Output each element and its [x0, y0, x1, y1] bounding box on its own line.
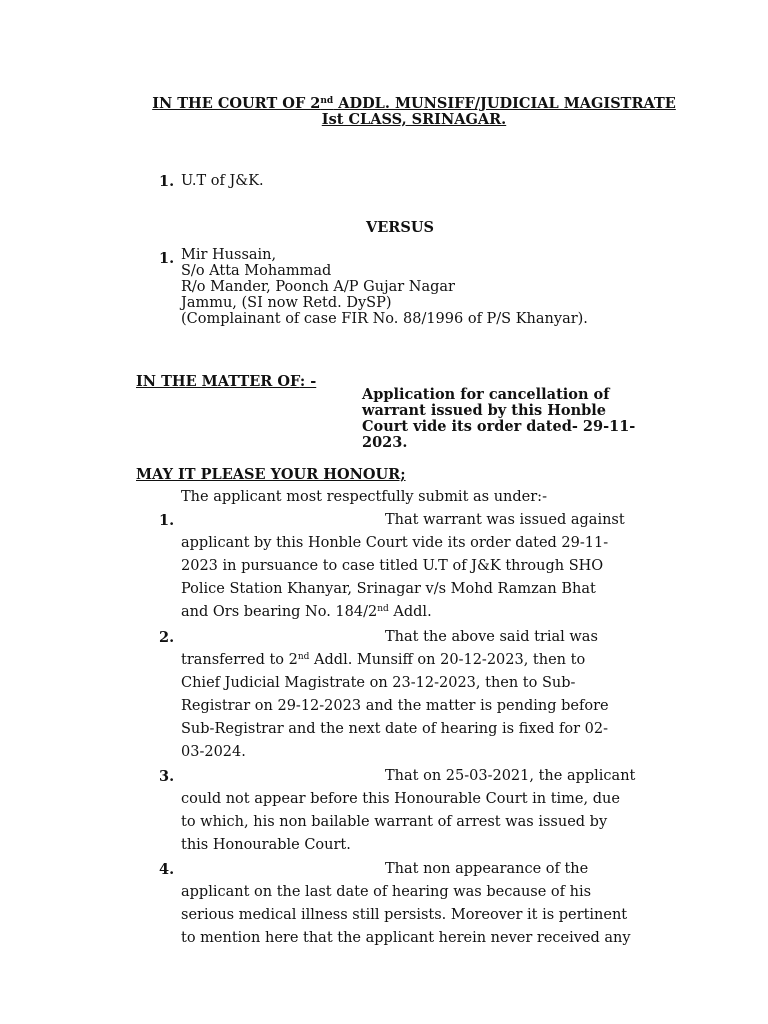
- paragraph-first-line: That the above said trial was: [385, 629, 598, 645]
- court-heading-line1: IN THE COURT OF 2nd ADDL. MUNSIFF/JUDICIAL MAGISTRATE: [152, 95, 676, 112]
- salutation: MAY IT PLEASE YOUR HONOUR;: [136, 466, 406, 483]
- respondent-line: R/o Mander, Poonch A/P Gujar Nagar: [181, 279, 455, 295]
- paragraph-line: to which, his non bailable warrant of arrest was issued by: [181, 814, 608, 830]
- paragraph-line: Sub-Registrar and the next date of hearing is fixed for 02-: [181, 721, 609, 737]
- paragraph-number: 3.: [159, 768, 175, 785]
- paragraph-line: transferred to 2nd Addl. Munsiff on 20-12-2023, then to: [181, 652, 586, 668]
- paragraph-first-line: That non appearance of the: [385, 861, 589, 877]
- paragraph-number: 1.: [159, 512, 175, 529]
- paragraph-line: applicant by this Honble Court vide its order dated 29-11-: [181, 535, 609, 551]
- paragraph-line: Chief Judicial Magistrate on 23-12-2023, then to Sub-: [181, 675, 576, 691]
- prosecution-name: U.T of J&K.: [181, 173, 264, 189]
- paragraph-number: 2.: [159, 629, 175, 646]
- respondent-line: (Complainant of case FIR No. 88/1996 of P/S Khanyar).: [181, 311, 588, 327]
- application-line: Court vide its order dated- 29-11-: [362, 418, 636, 435]
- application-line: warrant issued by this Honble: [362, 402, 606, 419]
- paragraph-line: serious medical illness still persists. Moreover it is pertinent: [181, 907, 628, 923]
- paragraph-last-line: 03-2024.: [181, 744, 246, 760]
- intro-text: The applicant most respectfully submit as under:-: [181, 489, 547, 505]
- respondent-number: 1.: [159, 250, 175, 267]
- paragraph-last-line: and Ors bearing No. 184/2nd Addl.: [181, 604, 432, 620]
- paragraph-first-line: That warrant was issued against: [385, 512, 625, 528]
- paragraph-first-line: That on 25-03-2021, the applicant: [385, 768, 636, 784]
- paragraph-line: Registrar on 29-12-2023 and the matter is pending before: [181, 698, 609, 714]
- respondent-line: Jammu, (SI now Retd. DySP): [181, 295, 392, 311]
- matter-heading: IN THE MATTER OF: -: [136, 373, 317, 390]
- paragraph-last-line: this Honourable Court.: [181, 837, 351, 853]
- court-heading-line2: Ist CLASS, SRINAGAR.: [321, 111, 507, 128]
- paragraph-number: 4.: [159, 861, 175, 878]
- paragraph-line: applicant on the last date of hearing was because of his: [181, 884, 592, 900]
- paragraph-line: 2023 in pursuance to case titled U.T of J&K through SHO: [181, 558, 604, 574]
- application-line: Application for cancellation of: [362, 386, 610, 403]
- versus-label: VERSUS: [366, 219, 434, 236]
- paragraph-line: could not appear before this Honourable Court in time, due: [181, 791, 620, 807]
- respondent-line: S/o Atta Mohammad: [181, 263, 332, 279]
- respondent-line: Mir Hussain,: [181, 247, 277, 263]
- paragraph-line: Police Station Khanyar, Srinagar v/s Mohd Ramzan Bhat: [181, 581, 596, 597]
- prosecution-number: 1.: [159, 173, 175, 190]
- paragraph-line: to mention here that the applicant herein never received any: [181, 930, 631, 946]
- application-line: 2023.: [362, 434, 408, 451]
